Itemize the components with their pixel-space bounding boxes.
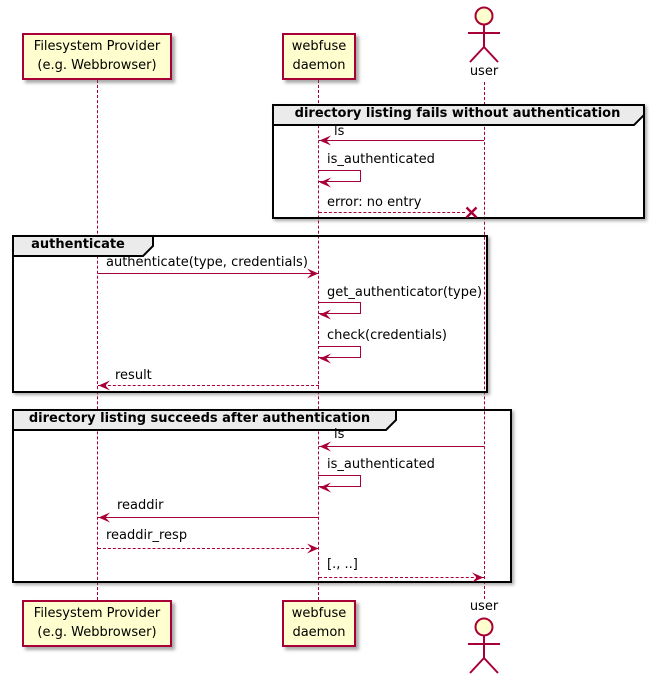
arrow-left-icon (319, 309, 331, 320)
arrow-left-icon (98, 380, 110, 391)
message-line (319, 212, 465, 213)
message-line (98, 273, 319, 274)
message-line (98, 517, 319, 518)
message-label: readdir_resp (106, 528, 188, 543)
arrow-right-icon (472, 572, 484, 583)
actor-label-user-top: user (469, 64, 499, 79)
participant-filesystem-provider-bottom (22, 600, 172, 647)
participant-label: webfuse (291, 38, 347, 54)
arrow-left-icon (319, 135, 331, 146)
arrow-left-icon (319, 177, 331, 188)
arrow-left-icon (319, 482, 331, 493)
frame-title: directory listing succeeds after authentication (28, 411, 371, 426)
message-label: result (115, 368, 152, 383)
arrow-right-icon (307, 268, 319, 279)
participant-filesystem-provider-top (22, 33, 172, 80)
participant-webfuse-daemon-bottom (282, 600, 356, 647)
participant-label: (e.g. Webbrowser) (37, 57, 157, 73)
message-line (98, 385, 319, 386)
frame-title: directory listing fails without authentication (294, 106, 621, 121)
participant-label: Filesystem Provider (33, 605, 161, 621)
participant-label: (e.g. Webbrowser) (37, 624, 157, 640)
message-line (319, 446, 484, 447)
message-label: authenticate(type, credentials) (106, 255, 308, 270)
message-label: is_authenticated (327, 457, 435, 472)
message-label: ls (334, 427, 345, 442)
message-label: is_authenticated (327, 152, 435, 167)
arrow-left-icon (98, 512, 110, 523)
frame-title: authenticate (31, 237, 125, 252)
participant-label: daemon (292, 57, 346, 73)
message-label: [., ..] (327, 557, 358, 572)
participant-label: daemon (292, 624, 346, 640)
arrow-right-icon (307, 543, 319, 554)
user-actor-icon (462, 615, 506, 675)
frame-directory-listing-succeeds (12, 409, 512, 583)
message-label: check(credentials) (327, 328, 447, 343)
participant-webfuse-daemon-top (282, 33, 356, 80)
message-label: readdir (117, 498, 164, 513)
lost-message-x-icon (464, 205, 479, 220)
user-actor-icon (462, 4, 506, 64)
message-label: error: no entry (327, 195, 422, 210)
participant-label: webfuse (291, 605, 347, 621)
message-line (319, 140, 484, 141)
participant-label: Filesystem Provider (33, 38, 161, 54)
actor-label-user-bottom: user (469, 599, 499, 614)
message-label: get_authenticator(type) (327, 285, 483, 300)
arrow-left-icon (319, 353, 331, 364)
message-line (319, 577, 484, 578)
message-line (98, 548, 319, 549)
message-label: ls (334, 124, 345, 139)
arrow-left-icon (319, 441, 331, 452)
